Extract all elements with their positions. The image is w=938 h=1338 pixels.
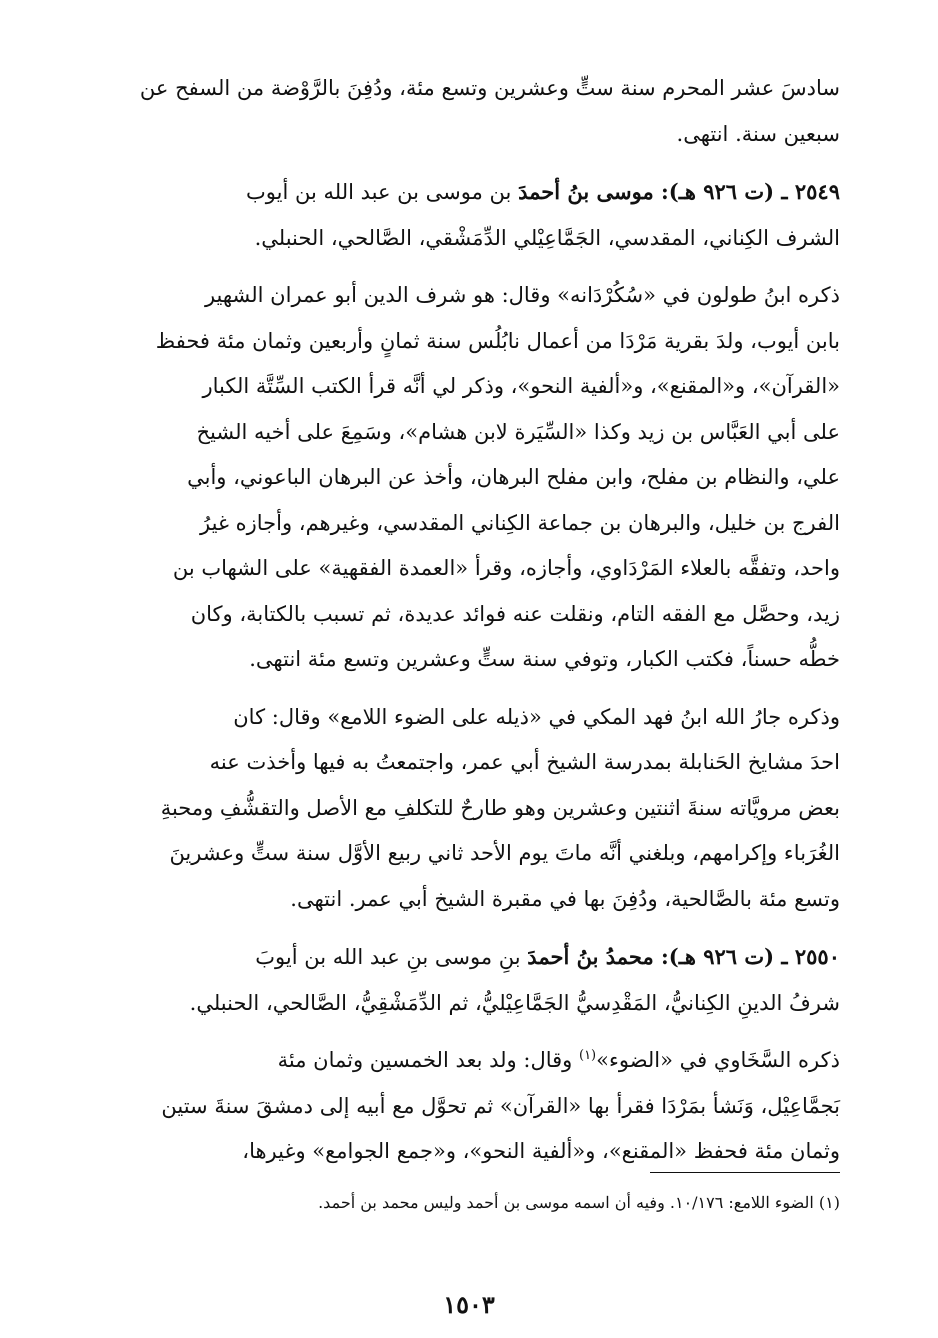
text-line: وذكره جارُ الله ابنُ فهد المكي في «ذيله على الضوء اللامع» وقال: كان	[233, 704, 840, 729]
text-line: خطُّه حسناً، فكتب الكبار، وتوفي سنة ستٍّ وعشرين وتسع مئة انتهى.	[249, 647, 840, 671]
paragraph-1	[96, 66, 840, 157]
entry-heading: ٢٥٥٠ ـ (ت ٩٢٦ هـ): محمدُ بنُ أحمدَ	[527, 944, 840, 969]
text-line: على أبي العَبَّاس بن زيد وكذا «السِّيَرة لابن هشام»، وسَمِعَ على أخيه الشيخ	[196, 419, 840, 444]
text-line: بَجمَّاعِيْل، وَنَشأ بمَرْدَا فقرأ بها «القرآن» ثم تحوَّل مع أبيه إلى دمشقَ سنةَ ستين	[161, 1093, 840, 1118]
paragraph-sakhawi	[96, 1038, 840, 1175]
text-line: احدَ مشايخ الحَنابلة بمدرسة الشيخ أبي عمر، واجتمعتُ به فيها وأخذت عنه	[209, 750, 840, 774]
footnote-reference: (١)	[578, 1048, 597, 1063]
text-line: وثمان مئة فحفظ «المقنع»، و«ألفية النحو»، و«جمع الجوامع» وغيرها،	[242, 1139, 840, 1163]
entry-2550	[96, 934, 840, 1026]
text-line: بابن أيوب، ولدَ بقرية مَرْدَا من أعمال نابُلُس سنة ثمانٍ وأربعين وثمان مئة فحفظ	[155, 328, 840, 353]
text-line: سبعين سنة. انتهى.	[676, 121, 840, 146]
paragraph-ibn-tulun	[96, 273, 840, 683]
entry-heading-rest: بن موسى بن عبد الله بن أيوب	[246, 180, 512, 204]
text-line: زيد، وحصَّل مع الفقه التام، ونقلت عنه فوائد عديدة، ثم تسبب بالكتابة، وكان	[190, 601, 840, 626]
footnote-divider	[650, 1172, 840, 1173]
entry-2549	[96, 169, 840, 261]
text-line: «القرآن»، و«المقنع»، و«ألفية النحو»، وذكر لي أنَّه قرأ الكتب السِّتَّة الكبار	[202, 374, 840, 398]
text-line: ذكره ابنُ طولون في «سُكُرْدَانه» وقال: هو شرف الدين أبو عمران الشهير	[204, 283, 840, 307]
text-segment: وقال: ولد بعد الخمسين وثمان مئة	[277, 1048, 573, 1072]
text-line: سادسَ عشر المحرم سنة ستٍّ وعشرين وتسع مئة، ودُفِنَ بالرَّوْضة من السفح عن	[139, 76, 840, 100]
text-segment: ذكره السَّخَاوي في «الضوء»	[596, 1048, 840, 1072]
page-number: ١٥٠٣	[443, 1290, 495, 1319]
text-line: الغُرَباء وإكرامهم، وبلغني أنَّه ماتَ يوم الأحد ثاني ربيع الأوَّل سنة ستٍّ وعشرينَ	[169, 841, 840, 865]
text-line: وتسع مئة بالصَّالحية، ودُفِنَ بها في مقبرة الشيخ أبي عمر. انتهى.	[290, 886, 840, 911]
text-line	[96, 1038, 840, 1084]
text-line: واحد، وتفقَّه بالعلاء المَرْدَاوي، وأجازه، وقرأ «العمدة الفقهية» على الشهاب بن	[172, 556, 840, 580]
paragraph-ibn-fahd	[96, 695, 840, 923]
text-line: بعض مرويَّاته سنةَ اثنتين وعشرين وهو طارحٌ للتكلفِ مع الأصل والتقشُّفِ ومحبةِ	[160, 795, 840, 820]
text-line	[96, 169, 840, 216]
text-line: الفرج بن خليل، والبرهان بن جماعة الكِناني المقدسي، وغيرهم، وأجازه غيرُ	[200, 510, 840, 535]
page-body	[96, 66, 840, 1175]
text-line: علي، والنظام بن مفلح، وابن مفلح البرهان، وأخذ عن البرهان الباعوني، وأبي	[187, 465, 840, 489]
entry-heading-rest: بنِ موسى بنِ عبد الله بن أيوبَ	[255, 945, 521, 969]
text-line: شرفُ الدينِ الكِنانيُّ، المَقْدِسيُّ الجَمَّاعِيْليُّ، ثم الدِّمَشْقِيُّ، الصَّالحي، الحنبلي.	[189, 990, 840, 1015]
text-line	[96, 934, 840, 981]
text-line: الشرف الكِناني، المقدسي، الجَمَّاعِيْلي الدِّمَشْقي، الصَّالحي، الحنبلي.	[254, 225, 840, 250]
entry-heading: ٢٥٤٩ ـ (ت ٩٢٦ هـ): موسى بنُ أحمدَ	[518, 179, 840, 204]
footnote: (١) الضوء اللامع: ١٠/١٧٦. وفيه أن اسمه موسى بن أحمد وليس محمد بن أحمد.	[318, 1193, 840, 1212]
